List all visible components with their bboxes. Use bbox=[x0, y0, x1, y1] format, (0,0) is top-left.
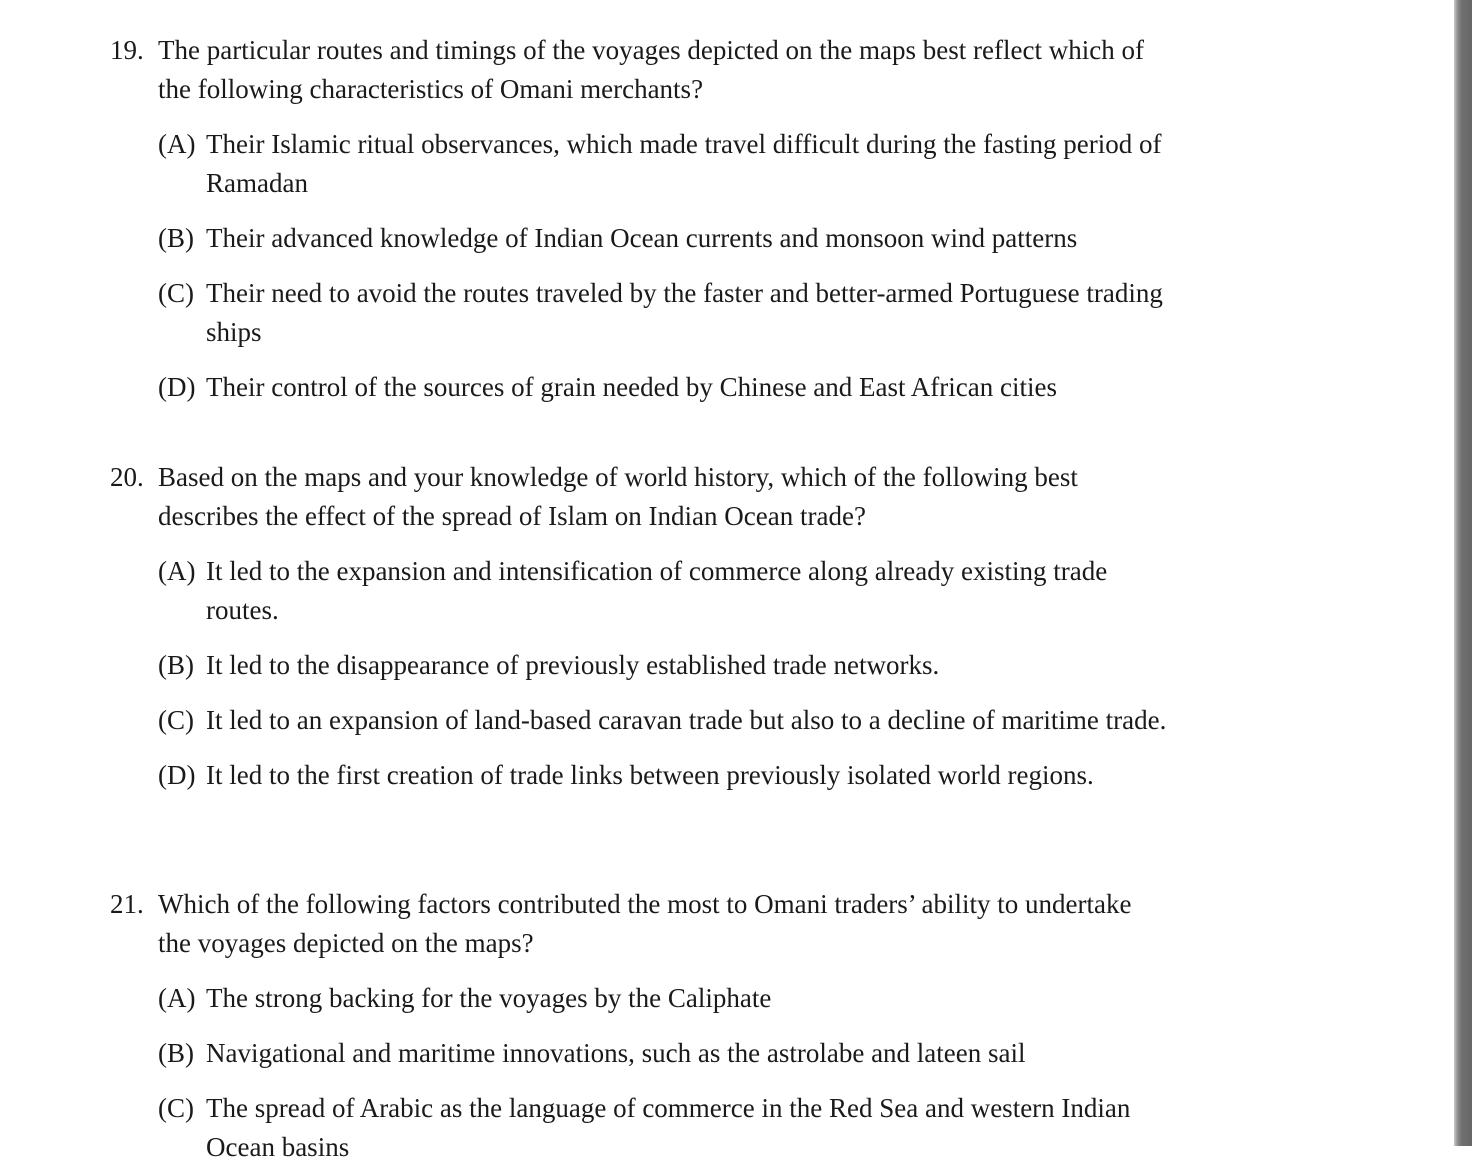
choice-letter: (C) bbox=[158, 705, 194, 735]
choice-letter: (C) bbox=[158, 278, 194, 308]
choice-letter: (A) bbox=[158, 556, 196, 586]
choice-letter: (C) bbox=[158, 1093, 194, 1123]
question-number: 20. bbox=[110, 462, 144, 492]
answer-choice-b[interactable] bbox=[158, 1034, 1170, 1073]
choice-text: It led to the disappearance of previously established trade networks. bbox=[206, 650, 940, 680]
choice-text: It led to the first creation of trade links between previously isolated world regions. bbox=[206, 760, 1094, 790]
answer-choice-a[interactable] bbox=[158, 552, 1170, 630]
question-20 bbox=[110, 458, 1170, 795]
question-text: The particular routes and timings of the voyages depicted on the maps best reflect which of the following characteristics of Omani merchants? bbox=[158, 35, 1144, 104]
question-text: Which of the following factors contributed the most to Omani traders’ ability to undertake the voyages depicted on the maps? bbox=[158, 889, 1132, 958]
choice-text: It led to the expansion and intensification of commerce along already existing trade routes. bbox=[206, 556, 1108, 625]
choice-letter: (D) bbox=[158, 372, 196, 402]
question-21 bbox=[110, 885, 1170, 1167]
answer-choice-b[interactable] bbox=[158, 219, 1170, 258]
answer-choice-b[interactable] bbox=[158, 646, 1170, 685]
answer-choice-c[interactable] bbox=[158, 274, 1170, 352]
question-stem bbox=[110, 885, 1170, 963]
question-stem bbox=[110, 458, 1170, 536]
answer-choice-c[interactable] bbox=[158, 1089, 1170, 1167]
choice-letter: (B) bbox=[158, 650, 194, 680]
answer-choice-c[interactable] bbox=[158, 701, 1170, 740]
choice-letter: (B) bbox=[158, 1038, 194, 1068]
choice-text: Their Islamic ritual observances, which made travel difficult during the fasting period of Ramadan bbox=[206, 129, 1162, 198]
answer-choice-a[interactable] bbox=[158, 979, 1170, 1018]
question-number: 19. bbox=[110, 35, 144, 65]
question-number: 21. bbox=[110, 889, 144, 919]
question-19 bbox=[110, 31, 1170, 407]
choice-letter: (A) bbox=[158, 983, 196, 1013]
question-stem bbox=[110, 31, 1170, 109]
choice-text: The strong backing for the voyages by the Caliphate bbox=[206, 983, 772, 1013]
question-text: Based on the maps and your knowledge of world history, which of the following best describes the effect of the spread of Islam on Indian Ocean trade? bbox=[158, 462, 1078, 531]
choice-text: Their advanced knowledge of Indian Ocean currents and monsoon wind patterns bbox=[206, 223, 1078, 253]
choice-text: Their control of the sources of grain needed by Chinese and East African cities bbox=[206, 372, 1057, 402]
choice-text: The spread of Arabic as the language of commerce in the Red Sea and western Indian Ocean basins bbox=[206, 1093, 1131, 1162]
answer-choice-d[interactable] bbox=[158, 756, 1170, 795]
choice-letter: (D) bbox=[158, 760, 196, 790]
choice-letter: (A) bbox=[158, 129, 196, 159]
choice-text: Their need to avoid the routes traveled by the faster and better-armed Portuguese trading ships bbox=[206, 278, 1163, 347]
choice-text: It led to an expansion of land-based caravan trade but also to a decline of maritime trade. bbox=[206, 705, 1167, 735]
answer-choice-a[interactable] bbox=[158, 125, 1170, 203]
window-edge-shadow bbox=[1454, 0, 1472, 1146]
choice-text: Navigational and maritime innovations, such as the astrolabe and lateen sail bbox=[206, 1038, 1026, 1068]
choice-letter: (B) bbox=[158, 223, 194, 253]
answer-choice-d[interactable] bbox=[158, 368, 1170, 407]
